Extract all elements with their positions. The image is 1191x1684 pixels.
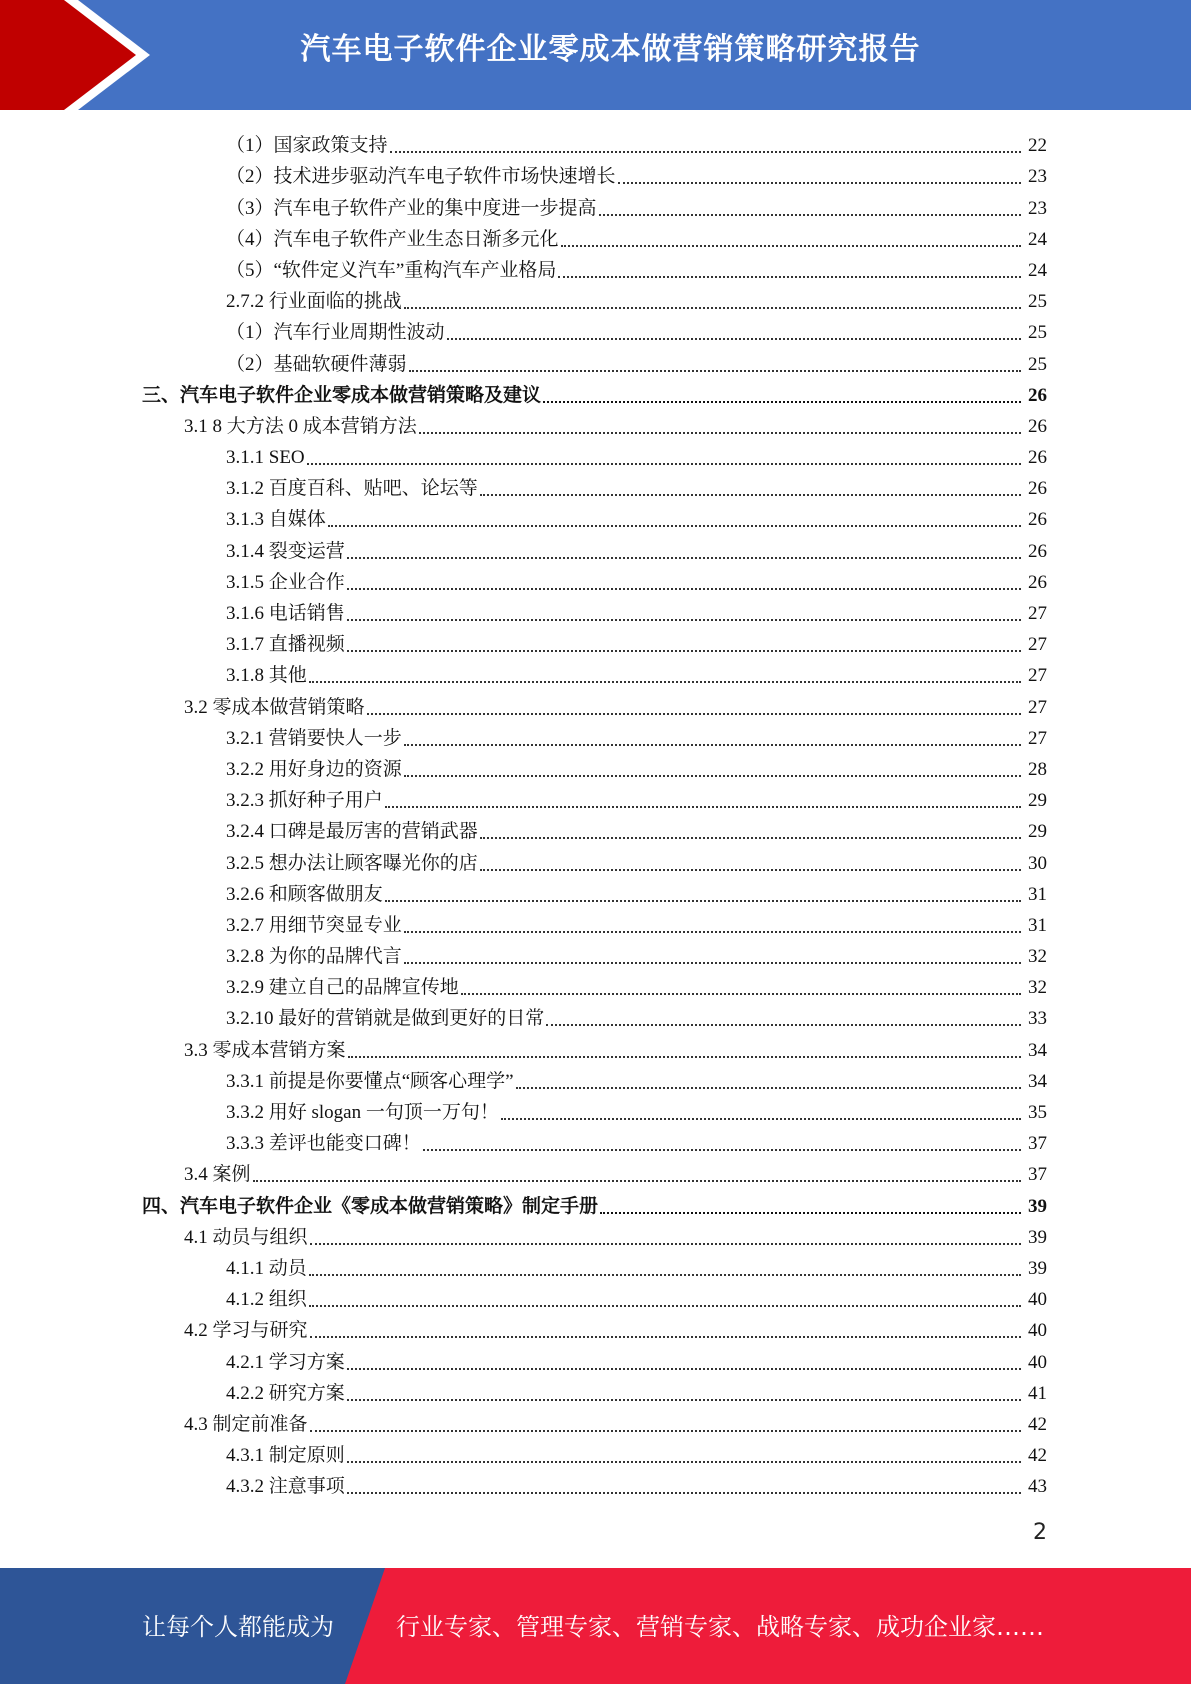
page-number: 2	[1033, 1520, 1047, 1545]
toc-dot-leader	[310, 1430, 1021, 1432]
toc-dot-leader	[543, 401, 1021, 403]
toc-entry-page: 43	[1028, 1476, 1047, 1498]
toc-dot-leader	[480, 837, 1021, 839]
toc-entry-page: 25	[1028, 291, 1047, 313]
toc-entry[interactable]	[0, 1188, 1191, 1219]
toc-entry-title: 4.2.1 学习方案	[226, 1351, 345, 1373]
toc-entry-title: 3.2.5 想办法让顾客曝光你的店	[226, 852, 478, 874]
toc-entry-page: 24	[1028, 228, 1047, 250]
toc-entry-title: 4.1.1 动员	[226, 1257, 307, 1279]
toc-entry-page: 40	[1028, 1289, 1047, 1311]
toc-entry-page: 40	[1028, 1320, 1047, 1342]
toc-entry[interactable]	[0, 409, 1191, 440]
toc-entry-title: （3）汽车电子软件产业的集中度进一步提高	[226, 197, 597, 219]
toc-dot-leader	[600, 1212, 1021, 1214]
toc-entry-title: 四、汽车电子软件企业《零成本做营销策略》制定手册	[142, 1195, 599, 1217]
toc-entry-page: 42	[1028, 1413, 1047, 1435]
toc-entry-title: 3.1.5 企业合作	[226, 571, 345, 593]
toc-entry[interactable]	[0, 190, 1191, 221]
toc-entry[interactable]	[0, 284, 1191, 315]
toc-entry-title: 3.2.8 为你的品牌代言	[226, 946, 402, 968]
toc-entry-page: 25	[1028, 322, 1047, 344]
toc-dot-leader	[347, 1492, 1021, 1494]
toc-entry[interactable]	[0, 533, 1191, 564]
toc-entry[interactable]	[0, 658, 1191, 689]
toc-entry[interactable]	[0, 1407, 1191, 1438]
toc-dot-leader	[307, 463, 1021, 465]
toc-dot-leader	[347, 619, 1021, 621]
toc-dot-leader	[309, 681, 1021, 683]
footer-slogan-left: 让每个人都能成为	[142, 1613, 334, 1641]
toc-entry[interactable]	[0, 1469, 1191, 1500]
toc-entry[interactable]	[0, 721, 1191, 752]
toc-entry-page: 23	[1028, 166, 1047, 188]
toc-dot-leader	[390, 151, 1021, 153]
toc-entry-title: （5）“软件定义汽车”重构汽车产业格局	[226, 259, 557, 281]
toc-entry-title: 3.3.1 前提是你要懂点“顾客心理学”	[226, 1070, 514, 1092]
toc-dot-leader	[558, 276, 1021, 278]
toc-entry[interactable]	[0, 1126, 1191, 1157]
toc-dot-leader	[347, 1461, 1021, 1463]
toc-entry-page: 31	[1028, 914, 1047, 936]
toc-entry[interactable]	[0, 689, 1191, 720]
toc-dot-leader	[599, 214, 1021, 216]
toc-dot-leader	[409, 370, 1021, 372]
toc-entry[interactable]	[0, 1157, 1191, 1188]
toc-entry[interactable]	[0, 128, 1191, 159]
toc-entry-title: （1）国家政策支持	[226, 135, 388, 157]
toc-entry[interactable]	[0, 471, 1191, 502]
toc-entry[interactable]	[0, 1251, 1191, 1282]
toc-entry-page: 27	[1028, 603, 1047, 624]
toc-dot-leader	[253, 1180, 1021, 1182]
toc-entry-title: 4.2.2 研究方案	[226, 1382, 345, 1404]
toc-entry-page: 35	[1028, 1102, 1047, 1123]
toc-entry-title: 3.2.6 和顾客做朋友	[226, 883, 383, 905]
toc-entry-title: 3.3.2 用好 slogan 一句顶一万句！	[226, 1102, 499, 1123]
toc-entry[interactable]	[0, 752, 1191, 783]
toc-entry-title: 3.3 零成本营销方案	[184, 1039, 346, 1061]
toc-entry[interactable]	[0, 970, 1191, 1001]
toc-entry-page: 41	[1028, 1382, 1047, 1404]
toc-entry-title: 3.2.7 用细节突显专业	[226, 914, 402, 936]
toc-dot-leader	[328, 525, 1021, 527]
toc-dot-leader	[347, 1368, 1021, 1370]
toc-entry-page: 28	[1028, 758, 1047, 780]
toc-entry-page: 27	[1028, 634, 1047, 656]
toc-entry[interactable]	[0, 378, 1191, 409]
table-of-contents	[0, 128, 1191, 1500]
footer-slogan-right: 行业专家、管理专家、营销专家、战略专家、成功企业家……	[396, 1613, 1044, 1641]
toc-entry-page: 24	[1028, 259, 1047, 281]
toc-dot-leader	[347, 650, 1021, 652]
toc-entry[interactable]	[0, 627, 1191, 658]
toc-entry-title: 3.2.3 抓好种子用户	[226, 790, 383, 812]
toc-entry-title: 4.3.2 注意事项	[226, 1476, 345, 1498]
toc-dot-leader	[404, 775, 1021, 777]
toc-entry-title: （4）汽车电子软件产业生态日渐多元化	[226, 228, 559, 250]
toc-entry-page: 32	[1028, 977, 1047, 999]
report-title: 汽车电子软件企业零成本做营销策略研究报告	[300, 32, 921, 67]
toc-dot-leader	[516, 1087, 1021, 1089]
toc-entry[interactable]	[0, 596, 1191, 627]
toc-dot-leader	[561, 245, 1021, 247]
toc-entry-page: 29	[1028, 790, 1047, 812]
toc-entry-page: 39	[1028, 1226, 1047, 1248]
toc-dot-leader	[310, 1336, 1021, 1338]
toc-entry-page: 37	[1028, 1164, 1047, 1186]
toc-entry-page: 26	[1028, 384, 1047, 406]
toc-entry[interactable]	[0, 565, 1191, 596]
toc-entry-page: 26	[1028, 571, 1047, 593]
toc-dot-leader	[347, 1399, 1021, 1401]
toc-entry-page: 26	[1028, 540, 1047, 562]
toc-entry-title: 4.3.1 制定原则	[226, 1445, 345, 1467]
toc-entry-page: 34	[1028, 1070, 1047, 1092]
toc-entry-title: 3.2.4 口碑是最厉害的营销武器	[226, 821, 478, 843]
toc-entry-page: 26	[1028, 415, 1047, 437]
toc-entry[interactable]	[0, 1095, 1191, 1126]
toc-entry[interactable]	[0, 1282, 1191, 1313]
toc-entry-title: 3.2.1 营销要快人一步	[226, 727, 402, 749]
toc-entry[interactable]	[0, 1376, 1191, 1407]
toc-entry-title: 4.2 学习与研究	[184, 1320, 308, 1342]
toc-dot-leader	[385, 806, 1021, 808]
toc-entry-page: 26	[1028, 447, 1047, 469]
toc-entry-page: 27	[1028, 727, 1047, 749]
toc-entry-title: 3.1.4 裂变运营	[226, 540, 345, 562]
toc-entry-page: 27	[1028, 665, 1047, 687]
toc-entry[interactable]	[0, 1313, 1191, 1344]
toc-entry[interactable]	[0, 1064, 1191, 1095]
toc-entry-page: 32	[1028, 946, 1047, 968]
toc-dot-leader	[348, 1056, 1021, 1058]
toc-entry[interactable]	[0, 908, 1191, 939]
toc-entry-title: 3.1 8 大方法 0 成本营销方法	[184, 415, 417, 437]
toc-entry[interactable]	[0, 502, 1191, 533]
toc-dot-leader	[546, 1024, 1021, 1026]
toc-entry[interactable]	[0, 159, 1191, 190]
toc-dot-leader	[310, 1243, 1021, 1245]
toc-entry-title: （2）基础软硬件薄弱	[226, 353, 407, 375]
toc-entry-title: 3.3.3 差评也能变口碑！	[226, 1133, 421, 1155]
toc-entry-title: 3.1.1 SEO	[226, 447, 305, 469]
toc-dot-leader	[404, 307, 1021, 309]
toc-entry-page: 34	[1028, 1039, 1047, 1061]
toc-entry[interactable]	[0, 1032, 1191, 1063]
toc-entry[interactable]	[0, 222, 1191, 253]
toc-dot-leader	[423, 1149, 1021, 1151]
toc-entry[interactable]	[0, 1438, 1191, 1469]
toc-dot-leader	[309, 1274, 1021, 1276]
toc-entry-title: 3.1.7 直播视频	[226, 634, 345, 656]
toc-entry-title: 三、汽车电子软件企业零成本做营销策略及建议	[142, 384, 542, 406]
toc-entry-page: 39	[1028, 1195, 1047, 1217]
toc-dot-leader	[461, 993, 1021, 995]
page-header	[0, 0, 1191, 110]
toc-entry-title: 2.7.2 行业面临的挑战	[226, 291, 402, 313]
page-footer	[0, 1568, 1191, 1684]
toc-entry[interactable]	[0, 939, 1191, 970]
toc-entry[interactable]	[0, 1220, 1191, 1251]
toc-dot-leader	[404, 744, 1021, 746]
toc-entry-title: 4.1 动员与组织	[184, 1226, 308, 1248]
toc-entry[interactable]	[0, 440, 1191, 471]
toc-entry[interactable]	[0, 253, 1191, 284]
toc-entry-page: 26	[1028, 478, 1047, 500]
toc-entry-title: 3.4 案例	[184, 1164, 251, 1186]
toc-entry[interactable]	[0, 783, 1191, 814]
toc-dot-leader	[480, 494, 1021, 496]
toc-entry-page: 29	[1028, 821, 1047, 843]
toc-entry-page: 25	[1028, 353, 1047, 375]
toc-entry-title: 3.2 零成本做营销策略	[184, 696, 365, 718]
toc-entry[interactable]	[0, 346, 1191, 377]
toc-entry-title: 3.1.8 其他	[226, 665, 307, 687]
toc-dot-leader	[419, 432, 1021, 434]
toc-entry-title: 3.1.6 电话销售	[226, 603, 345, 624]
toc-entry-page: 33	[1028, 1008, 1047, 1030]
toc-dot-leader	[367, 713, 1021, 715]
toc-dot-leader	[309, 1305, 1021, 1307]
toc-entry-page: 30	[1028, 852, 1047, 874]
toc-entry-title: 4.1.2 组织	[226, 1289, 307, 1311]
toc-entry[interactable]	[0, 315, 1191, 346]
toc-entry-page: 40	[1028, 1351, 1047, 1373]
toc-entry-title: 4.3 制定前准备	[184, 1413, 308, 1435]
toc-entry-page: 22	[1028, 135, 1047, 157]
toc-entry[interactable]	[0, 814, 1191, 845]
toc-dot-leader	[404, 962, 1021, 964]
toc-entry[interactable]	[0, 877, 1191, 908]
toc-entry[interactable]	[0, 1344, 1191, 1375]
toc-entry-title: 3.2.2 用好身边的资源	[226, 758, 402, 780]
toc-dot-leader	[501, 1118, 1021, 1120]
toc-entry-title: 3.1.3 自媒体	[226, 509, 326, 531]
toc-entry[interactable]	[0, 845, 1191, 876]
toc-entry-page: 39	[1028, 1257, 1047, 1279]
toc-dot-leader	[404, 931, 1021, 933]
toc-dot-leader	[480, 869, 1021, 871]
toc-dot-leader	[347, 557, 1021, 559]
toc-entry-page: 42	[1028, 1445, 1047, 1467]
toc-dot-leader	[447, 338, 1021, 340]
toc-entry-page: 37	[1028, 1133, 1047, 1155]
toc-entry-title: 3.2.10 最好的营销就是做到更好的日常	[226, 1008, 545, 1030]
toc-entry-title: 3.2.9 建立自己的品牌宣传地	[226, 977, 459, 999]
toc-entry-title: 3.1.2 百度百科、贴吧、论坛等	[226, 478, 478, 500]
toc-entry-page: 27	[1028, 696, 1047, 718]
toc-entry-page: 31	[1028, 883, 1047, 905]
toc-entry-title: （1）汽车行业周期性波动	[226, 322, 445, 344]
toc-dot-leader	[618, 182, 1021, 184]
toc-entry-page: 26	[1028, 509, 1047, 531]
toc-entry[interactable]	[0, 1001, 1191, 1032]
toc-entry-title: （2）技术进步驱动汽车电子软件市场快速增长	[226, 166, 616, 188]
toc-dot-leader	[385, 900, 1021, 902]
toc-dot-leader	[347, 588, 1021, 590]
toc-entry-page: 23	[1028, 197, 1047, 219]
